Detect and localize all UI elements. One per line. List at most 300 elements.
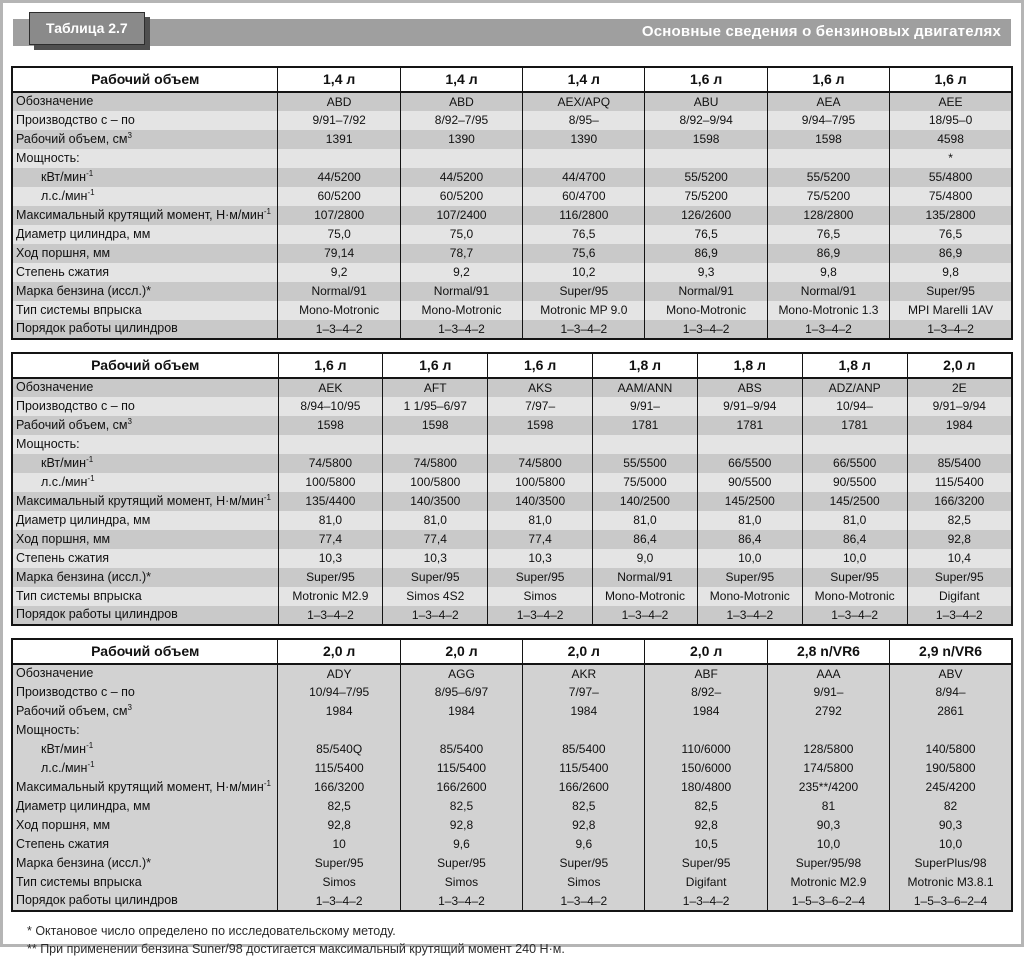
value-cell: 86,9 <box>645 244 767 263</box>
table-row <box>12 301 1012 320</box>
row-label-cell: Марка бензина (иссл.)* <box>12 568 278 587</box>
value-cell: 10,3 <box>488 549 593 568</box>
value-cell: 100/5800 <box>383 473 488 492</box>
value-cell: 115/5400 <box>278 759 400 778</box>
value-cell: 1–3–4–2 <box>488 606 593 625</box>
value-cell: 135/2800 <box>890 206 1012 225</box>
value-cell: 9,6 <box>523 835 645 854</box>
table-row <box>12 397 1012 416</box>
value-cell: 1–3–4–2 <box>645 320 767 339</box>
column-header-cell: 2,0 л <box>907 353 1012 378</box>
value-cell: 55/5200 <box>645 168 767 187</box>
value-cell: 85/540Q <box>278 740 400 759</box>
value-cell: 82,5 <box>907 511 1012 530</box>
table-row <box>12 244 1012 263</box>
value-cell: 10,5 <box>645 835 767 854</box>
value-cell: 1598 <box>645 130 767 149</box>
value-cell: Digifant <box>907 587 1012 606</box>
value-cell: 245/4200 <box>890 778 1012 797</box>
value-cell: ABF <box>645 664 767 683</box>
row-label-cell: Рабочий объем, $см^3$ <box>12 130 278 149</box>
column-header-cell: 2,0 л <box>523 639 645 664</box>
row-label-cell: Производство с – по <box>12 111 278 130</box>
value-cell: 10 <box>278 835 400 854</box>
value-cell: 1598 <box>767 130 889 149</box>
value-cell: 86,9 <box>767 244 889 263</box>
value-cell: 90/5500 <box>802 473 907 492</box>
row-label-cell: кВт/мин$^{-1}$ <box>12 454 278 473</box>
table-row <box>12 435 1012 454</box>
value-cell: AEE <box>890 92 1012 111</box>
value-cell: 10,2 <box>523 263 645 282</box>
value-cell: 166/2600 <box>523 778 645 797</box>
value-cell: 10,4 <box>907 549 1012 568</box>
value-cell: Super/95 <box>523 854 645 873</box>
value-cell: 1–3–4–2 <box>593 606 698 625</box>
value-cell: 174/5800 <box>767 759 889 778</box>
value-cell <box>278 435 383 454</box>
value-cell <box>278 721 400 740</box>
value-cell: 92,8 <box>278 816 400 835</box>
value-cell <box>645 149 767 168</box>
value-cell <box>278 149 400 168</box>
value-cell: Motronic M2.9 <box>767 873 889 892</box>
value-cell: 85/5400 <box>523 740 645 759</box>
value-cell: 1–3–4–2 <box>383 606 488 625</box>
value-cell: 115/5400 <box>907 473 1012 492</box>
value-cell: 79,14 <box>278 244 400 263</box>
value-cell: Super/95 <box>278 568 383 587</box>
corner-header-cell: Рабочий объем <box>91 643 200 660</box>
value-cell: Normal/91 <box>767 282 889 301</box>
value-cell: Simos <box>278 873 400 892</box>
table-row <box>12 206 1012 225</box>
value-cell: 9,2 <box>278 263 400 282</box>
value-cell: 107/2400 <box>400 206 522 225</box>
value-cell: 1–3–4–2 <box>697 606 802 625</box>
value-cell: 166/2600 <box>400 778 522 797</box>
value-cell: 74/5800 <box>278 454 383 473</box>
value-cell <box>400 721 522 740</box>
title-bar <box>13 19 1011 46</box>
value-cell: 1–3–4–2 <box>767 320 889 339</box>
column-header-cell: 1,6 л <box>767 67 889 92</box>
value-cell: 75/5200 <box>767 187 889 206</box>
value-cell: 82,5 <box>645 797 767 816</box>
value-cell: 74/5800 <box>488 454 593 473</box>
value-cell: AFT <box>383 378 488 397</box>
value-cell: Super/95 <box>907 568 1012 587</box>
value-cell: ABD <box>400 92 522 111</box>
value-cell: 7/97– <box>488 397 593 416</box>
value-cell: 8/92–9/94 <box>645 111 767 130</box>
row-label-cell: л.с./мин$^{-1}$ <box>12 187 278 206</box>
value-cell: 135/4400 <box>278 492 383 511</box>
value-cell: Super/95/98 <box>767 854 889 873</box>
value-cell: 10,0 <box>767 835 889 854</box>
table-row <box>12 740 1012 759</box>
value-cell: Super/95 <box>523 282 645 301</box>
value-cell: 86,9 <box>890 244 1012 263</box>
value-cell: 60/4700 <box>523 187 645 206</box>
engine-table-3 <box>11 638 1013 912</box>
value-cell: 1984 <box>645 702 767 721</box>
value-cell: 9,8 <box>890 263 1012 282</box>
table-row <box>12 816 1012 835</box>
value-cell: 1–5–3–6–2–4 <box>890 892 1012 911</box>
value-cell: ADZ/ANP <box>802 378 907 397</box>
value-cell: 76,5 <box>523 225 645 244</box>
row-label-cell: Рабочий объем, $см^3$ <box>12 416 278 435</box>
value-cell: Super/95 <box>488 568 593 587</box>
row-label-cell: Обозначение <box>12 92 278 111</box>
row-label-cell: Тип системы впрыска <box>12 587 278 606</box>
column-header-cell: 2,0 л <box>645 639 767 664</box>
table-row <box>12 568 1012 587</box>
value-cell: 1 1/95–6/97 <box>383 397 488 416</box>
value-cell: 90/5500 <box>697 473 802 492</box>
value-cell: Normal/91 <box>593 568 698 587</box>
value-cell: 81,0 <box>697 511 802 530</box>
value-cell: 9/91–7/92 <box>278 111 400 130</box>
value-cell: 90,3 <box>890 816 1012 835</box>
row-label-cell: Максимальный крутящий момент, Н·м/мин$^{-1}$ <box>12 492 278 511</box>
value-cell: 75/5000 <box>593 473 698 492</box>
row-label-cell: Диаметр цилиндра, мм <box>12 225 278 244</box>
value-cell: 10,0 <box>697 549 802 568</box>
value-cell: 10/94–7/95 <box>278 683 400 702</box>
table-row <box>12 854 1012 873</box>
row-label-cell: Марка бензина (иссл.)* <box>12 854 278 873</box>
table-row <box>12 702 1012 721</box>
value-cell: 90,3 <box>767 816 889 835</box>
value-cell: 1–3–4–2 <box>278 892 400 911</box>
value-cell: Mono-Motronic <box>645 301 767 320</box>
row-label-cell: л.с./мин$^{-1}$ <box>12 473 278 492</box>
value-cell <box>400 149 522 168</box>
row-label-cell: Порядок работы цилиндров <box>12 606 278 625</box>
header-row <box>12 67 1012 92</box>
value-cell: 126/2600 <box>645 206 767 225</box>
value-cell <box>645 721 767 740</box>
column-header-cell: 1,8 л <box>802 353 907 378</box>
value-cell: 1390 <box>523 130 645 149</box>
value-cell: 9/91– <box>767 683 889 702</box>
value-cell: Mono-Motronic <box>697 587 802 606</box>
value-cell: AGG <box>400 664 522 683</box>
value-cell: 55/5200 <box>767 168 889 187</box>
table-row <box>12 683 1012 702</box>
value-cell: 10,0 <box>890 835 1012 854</box>
value-cell: 92,8 <box>645 816 767 835</box>
value-cell: 1984 <box>523 702 645 721</box>
value-cell <box>593 435 698 454</box>
value-cell <box>523 721 645 740</box>
value-cell: 9,8 <box>767 263 889 282</box>
value-cell: Super/95 <box>278 854 400 873</box>
row-label-cell: Степень сжатия <box>12 835 278 854</box>
value-cell: Normal/91 <box>278 282 400 301</box>
footnote-torque: ** При применении бензина Suner/98 достигается максимальный крутящий момент 240 Н·м. <box>27 942 565 956</box>
value-cell: 92,8 <box>400 816 522 835</box>
value-cell: AEK <box>278 378 383 397</box>
value-cell: 75,6 <box>523 244 645 263</box>
column-header-cell: 1,4 л <box>523 67 645 92</box>
value-cell <box>802 435 907 454</box>
value-cell: 82,5 <box>400 797 522 816</box>
value-cell: 9/91–9/94 <box>907 397 1012 416</box>
value-cell: 1–3–4–2 <box>645 892 767 911</box>
value-cell: AKR <box>523 664 645 683</box>
value-cell: AEX/APQ <box>523 92 645 111</box>
value-cell: Simos <box>523 873 645 892</box>
value-cell: 9,0 <box>593 549 698 568</box>
value-cell: 166/3200 <box>278 778 400 797</box>
value-cell: 1–3–4–2 <box>523 320 645 339</box>
value-cell: 9,3 <box>645 263 767 282</box>
value-cell: 77,4 <box>278 530 383 549</box>
table-row <box>12 473 1012 492</box>
value-cell: 1598 <box>383 416 488 435</box>
value-cell: 92,8 <box>523 816 645 835</box>
row-label-cell: Степень сжатия <box>12 263 278 282</box>
corner-header-cell: Рабочий объем <box>91 71 200 88</box>
value-cell: 8/94–10/95 <box>278 397 383 416</box>
row-label-cell: Ход поршня, мм <box>12 816 278 835</box>
value-cell: AEA <box>767 92 889 111</box>
value-cell: Mono-Motronic 1.3 <box>767 301 889 320</box>
value-cell: 10/94– <box>802 397 907 416</box>
footnotes <box>27 924 1013 956</box>
row-label-cell: Производство с – по <box>12 397 278 416</box>
value-cell <box>488 435 593 454</box>
value-cell: 2E <box>907 378 1012 397</box>
value-cell: 116/2800 <box>523 206 645 225</box>
value-cell: Mono-Motronic <box>802 587 907 606</box>
value-cell: AKS <box>488 378 593 397</box>
table-row <box>12 111 1012 130</box>
value-cell: AAA <box>767 664 889 683</box>
value-cell: 1984 <box>907 416 1012 435</box>
value-cell: 81,0 <box>802 511 907 530</box>
row-label-cell: Мощность: <box>12 435 278 454</box>
value-cell: 107/2800 <box>278 206 400 225</box>
value-cell: 1–3–4–2 <box>400 892 522 911</box>
footnote-octane: * Октановое число определено по исследовательскому методу. <box>27 924 396 938</box>
value-cell <box>907 435 1012 454</box>
value-cell: 82 <box>890 797 1012 816</box>
value-cell <box>890 721 1012 740</box>
value-cell: 81,0 <box>278 511 383 530</box>
table-row <box>12 797 1012 816</box>
table-row <box>12 664 1012 683</box>
table-number-badge: Таблица 2.7 <box>29 12 145 45</box>
value-cell: 10,0 <box>802 549 907 568</box>
row-label-cell: Тип системы впрыска <box>12 873 278 892</box>
value-cell: 86,4 <box>593 530 698 549</box>
value-cell: Mono-Motronic <box>593 587 698 606</box>
value-cell: 2792 <box>767 702 889 721</box>
value-cell: 86,4 <box>697 530 802 549</box>
page-title: Основные сведения о бензиновых двигателях <box>641 23 1001 40</box>
value-cell: 76,5 <box>890 225 1012 244</box>
value-cell: * <box>890 149 1012 168</box>
value-cell: Motronic M2.9 <box>278 587 383 606</box>
value-cell: 76,5 <box>767 225 889 244</box>
value-cell: 140/2500 <box>593 492 698 511</box>
value-cell: 8/92– <box>645 683 767 702</box>
value-cell <box>383 435 488 454</box>
value-cell: 1598 <box>278 416 383 435</box>
value-cell <box>523 149 645 168</box>
value-cell: Simos 4S2 <box>383 587 488 606</box>
value-cell: 110/6000 <box>645 740 767 759</box>
value-cell: 8/95–6/97 <box>400 683 522 702</box>
value-cell: 145/2500 <box>802 492 907 511</box>
table-row <box>12 187 1012 206</box>
table-row <box>12 416 1012 435</box>
value-cell: 78,7 <box>400 244 522 263</box>
row-label-cell: кВт/мин$^{-1}$ <box>12 168 278 187</box>
value-cell: 1984 <box>400 702 522 721</box>
value-cell: 9/94–7/95 <box>767 111 889 130</box>
row-label-cell: Обозначение <box>12 664 278 683</box>
table-row <box>12 168 1012 187</box>
table-row <box>12 225 1012 244</box>
row-label-cell: Рабочий объем, $см^3$ <box>12 702 278 721</box>
value-cell: 9,2 <box>400 263 522 282</box>
column-header-cell: 2,9 n/VR6 <box>890 639 1012 664</box>
value-cell: 81,0 <box>593 511 698 530</box>
value-cell: Super/95 <box>383 568 488 587</box>
value-cell: 9/91– <box>593 397 698 416</box>
table-row <box>12 511 1012 530</box>
value-cell: 66/5500 <box>697 454 802 473</box>
value-cell: 1598 <box>488 416 593 435</box>
value-cell: 150/6000 <box>645 759 767 778</box>
column-header-cell: 2,0 л <box>400 639 522 664</box>
value-cell <box>767 149 889 168</box>
table-row <box>12 759 1012 778</box>
value-cell: 1–3–4–2 <box>278 606 383 625</box>
column-header-cell: 1,6 л <box>645 67 767 92</box>
table-row <box>12 263 1012 282</box>
value-cell: 1984 <box>278 702 400 721</box>
table-row <box>12 778 1012 797</box>
value-cell: 66/5500 <box>802 454 907 473</box>
value-cell: 1–3–4–2 <box>890 320 1012 339</box>
value-cell: 92,8 <box>907 530 1012 549</box>
column-header-cell: 1,6 л <box>890 67 1012 92</box>
engine-table-1 <box>11 66 1013 340</box>
value-cell <box>767 721 889 740</box>
row-label-cell: Марка бензина (иссл.)* <box>12 282 278 301</box>
value-cell: 140/5800 <box>890 740 1012 759</box>
value-cell: 60/5200 <box>278 187 400 206</box>
value-cell: 10,3 <box>383 549 488 568</box>
row-label-cell: Диаметр цилиндра, мм <box>12 797 278 816</box>
table-row <box>12 835 1012 854</box>
value-cell: 1–3–4–2 <box>278 320 400 339</box>
value-cell: 8/92–7/95 <box>400 111 522 130</box>
value-cell: Super/95 <box>400 854 522 873</box>
tables-container <box>11 66 1013 912</box>
value-cell: Motronic MP 9.0 <box>523 301 645 320</box>
value-cell: 10,3 <box>278 549 383 568</box>
value-cell: 180/4800 <box>645 778 767 797</box>
table-row <box>12 149 1012 168</box>
row-label-cell: Степень сжатия <box>12 549 278 568</box>
value-cell: 1–3–4–2 <box>802 606 907 625</box>
value-cell: 44/5200 <box>400 168 522 187</box>
value-cell: 85/5400 <box>907 454 1012 473</box>
value-cell: 140/3500 <box>488 492 593 511</box>
value-cell: 4598 <box>890 130 1012 149</box>
value-cell: 1–5–3–6–2–4 <box>767 892 889 911</box>
row-label-cell: Ход поршня, мм <box>12 244 278 263</box>
value-cell: 1781 <box>697 416 802 435</box>
row-label-cell: Мощность: <box>12 721 278 740</box>
header-row <box>12 353 1012 378</box>
engine-table-2 <box>11 352 1013 626</box>
value-cell: 55/5500 <box>593 454 698 473</box>
value-cell: 82,5 <box>278 797 400 816</box>
value-cell: SuperPlus/98 <box>890 854 1012 873</box>
header-row <box>12 639 1012 664</box>
value-cell: 140/3500 <box>383 492 488 511</box>
value-cell: 2861 <box>890 702 1012 721</box>
value-cell <box>697 435 802 454</box>
value-cell: Normal/91 <box>645 282 767 301</box>
value-cell: Mono-Motronic <box>278 301 400 320</box>
row-label-cell: Порядок работы цилиндров <box>12 320 278 339</box>
value-cell: 1–3–4–2 <box>907 606 1012 625</box>
value-cell: 81,0 <box>488 511 593 530</box>
value-cell: 9,6 <box>400 835 522 854</box>
value-cell: Super/95 <box>645 854 767 873</box>
row-label-cell: Диаметр цилиндра, мм <box>12 511 278 530</box>
value-cell: 44/4700 <box>523 168 645 187</box>
table-row <box>12 587 1012 606</box>
row-label-cell: Мощность: <box>12 149 278 168</box>
value-cell: 115/5400 <box>400 759 522 778</box>
value-cell: 190/5800 <box>890 759 1012 778</box>
value-cell: 1781 <box>593 416 698 435</box>
value-cell: 128/2800 <box>767 206 889 225</box>
row-label-cell: Порядок работы цилиндров <box>12 892 278 911</box>
row-label-cell: Максимальный крутящий момент, Н·м/мин$^{-1}$ <box>12 206 278 225</box>
value-cell: 115/5400 <box>523 759 645 778</box>
table-row <box>12 892 1012 911</box>
value-cell: 8/94– <box>890 683 1012 702</box>
value-cell: MPI Marelli 1AV <box>890 301 1012 320</box>
value-cell: Digifant <box>645 873 767 892</box>
value-cell: 1391 <box>278 130 400 149</box>
value-cell: 75,0 <box>400 225 522 244</box>
column-header-cell: 1,8 л <box>697 353 802 378</box>
value-cell: ABU <box>645 92 767 111</box>
value-cell: ABV <box>890 664 1012 683</box>
column-header-cell: 1,6 л <box>383 353 488 378</box>
value-cell: 77,4 <box>488 530 593 549</box>
value-cell: 9/91–9/94 <box>697 397 802 416</box>
table-row <box>12 378 1012 397</box>
value-cell: Normal/91 <box>400 282 522 301</box>
table-row <box>12 320 1012 339</box>
row-label-cell: кВт/мин$^{-1}$ <box>12 740 278 759</box>
value-cell: 7/97– <box>523 683 645 702</box>
row-label-cell: л.с./мин$^{-1}$ <box>12 759 278 778</box>
